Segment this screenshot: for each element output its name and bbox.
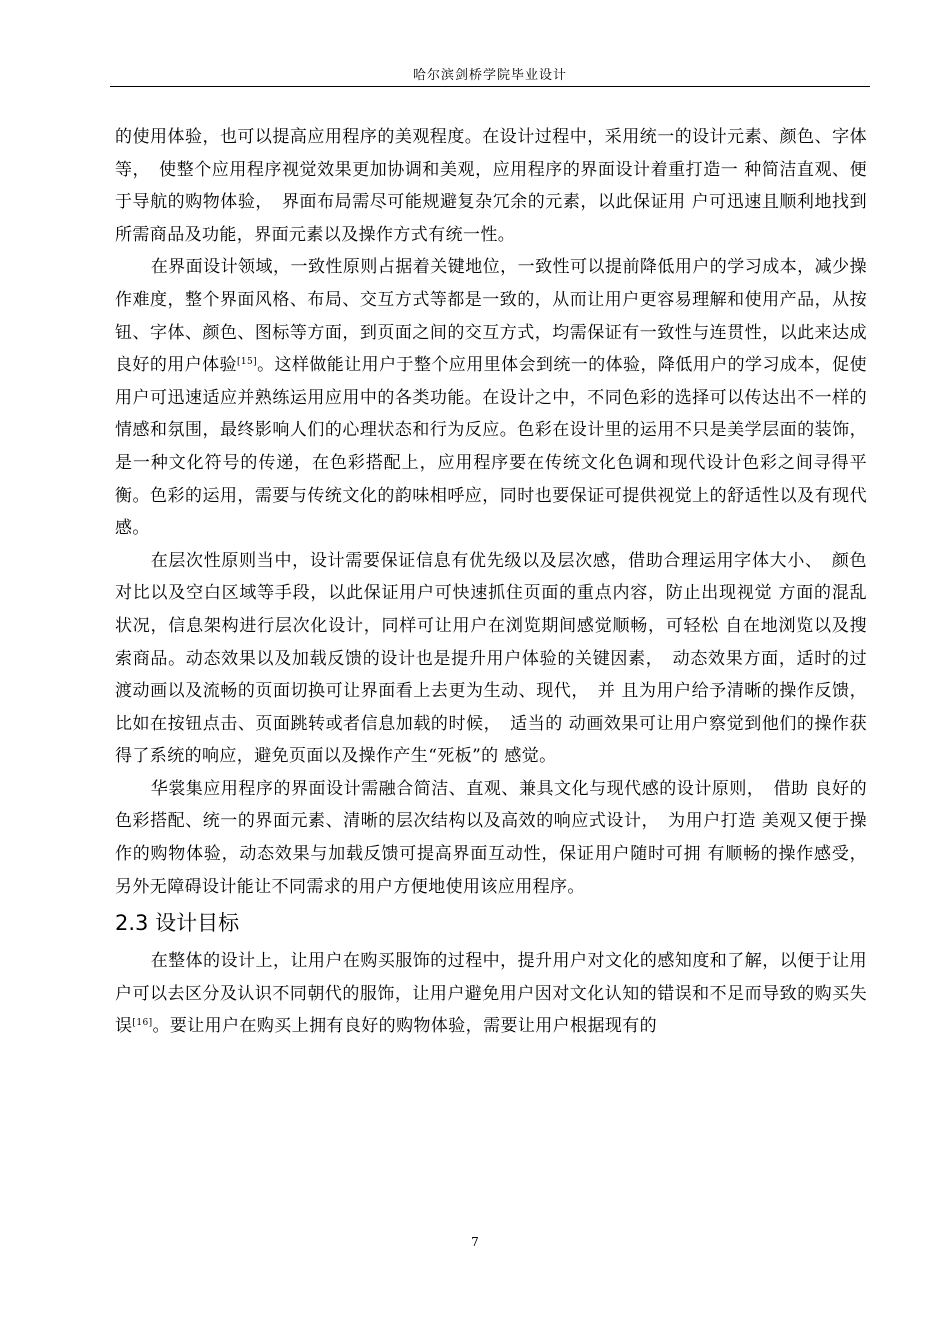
paragraph-summary: 华裳集应用程序的界面设计需融合简洁、直观、兼具文化与现代感的设计原则， 借助 良好的色彩搭配、统一的界面元素、清晰的层次结构以及高效的响应式设计， 为用户打造 美观又便于操作的购物体验，动态效果与加载反馈可提高界面互动性，保证用户随时可拥 有顺畅的操作感受，另外无障碍设计能让不同需求的用户方便地使用该应用程序。: [115, 778, 867, 897]
page-header: 哈尔滨剑桥学院毕业设计: [412, 68, 567, 83]
citation-15: [15]: [237, 357, 258, 368]
paragraph-hierarchy: 在层次性原则当中，设计需要保证信息有优先级以及层次感，借助合理运用字体大小、 颜色对比以及空白区域等手段，以此保证用户可快速抓住页面的重点内容，防止出现视觉 方面的混乱状况，信息架构进行层次化设计，同样可让用户在浏览期间感觉顺畅，可轻松 自在地浏览以及搜索商品。动态效果以及加载反馈的设计也是提升用户体验的关键因素， 动态效果方面，适时的过渡动画以及流畅的页面切换可让界面看上去更为生动、现代， 并 且为用户给予清晰的操作反馈，比如在按钮点击、页面跳转或者信息加载的时候， 适当的 动画效果可让用户察觉到他们的操作获得了系统的响应，避免页面以及操作产生“死板”的 感觉。: [115, 550, 867, 767]
page-number: 7: [471, 1235, 479, 1249]
section-heading: 2.3 设计目标: [115, 911, 240, 936]
paragraph-continuation: 的使用体验，也可以提高应用程序的美观程度。在设计过程中，采用统一的设计元素、颜色、字体等， 使整个应用程序视觉效果更加协调和美观，应用程序的界面设计着重打造一 种简洁直观、便于导航的购物体验， 界面布局需尽可能规避复杂冗余的元素，以此保证用 户可迅速且顺利地找到所需商品及功能，界面元素以及操作方式有统一性。: [115, 127, 867, 245]
header-rule: [110, 86, 870, 87]
page-body: [115, 121, 867, 1043]
citation-16: [16]: [132, 1018, 153, 1029]
paragraph-design-goal: 在整体的设计上，让用户在购买服饰的过程中，提升用户对文化的感知度和了解，以便于让用户可以去区分及认识不同朝代的服饰，让用户避免用户因对文化认知的错误和不足而导致的购买失误[16]。要让用户在购买上拥有良好的购物体验，需要让用户根据现有的: [115, 951, 867, 1037]
paragraph-consistency: 在界面设计领域，一致性原则占据着关键地位，一致性可以提前降低用户的学习成本，减少操作难度，整个界面风格、布局、交互方式等都是一致的，从而让用户更容易理解和使用产品，从按钮、字体、颜色、图标等方面，到页面之间的交互方式，均需保证有一致性与连贯性，以此来达成良好的用户体验[15]。这样做能让用户于整个应用里体会到统一的体验，降低用户的学习成本，促使用户可迅速适应并熟练运用应用中的各类功能。在设计之中，不同色彩的选择可以传达出不一样的情感和氛围，最终影响人们的心理状态和行为反应。色彩在设计里的运用不只是美学层面的装饰，是一种文化符号的传递，在色彩搭配上，应用程序要在传统文化色调和现代设计色彩之间寻得平衡。色彩的运用，需要与传统文化的韵味相呼应，同时也要保证可提供视觉上的舒适性以及有现代感。: [115, 257, 868, 539]
